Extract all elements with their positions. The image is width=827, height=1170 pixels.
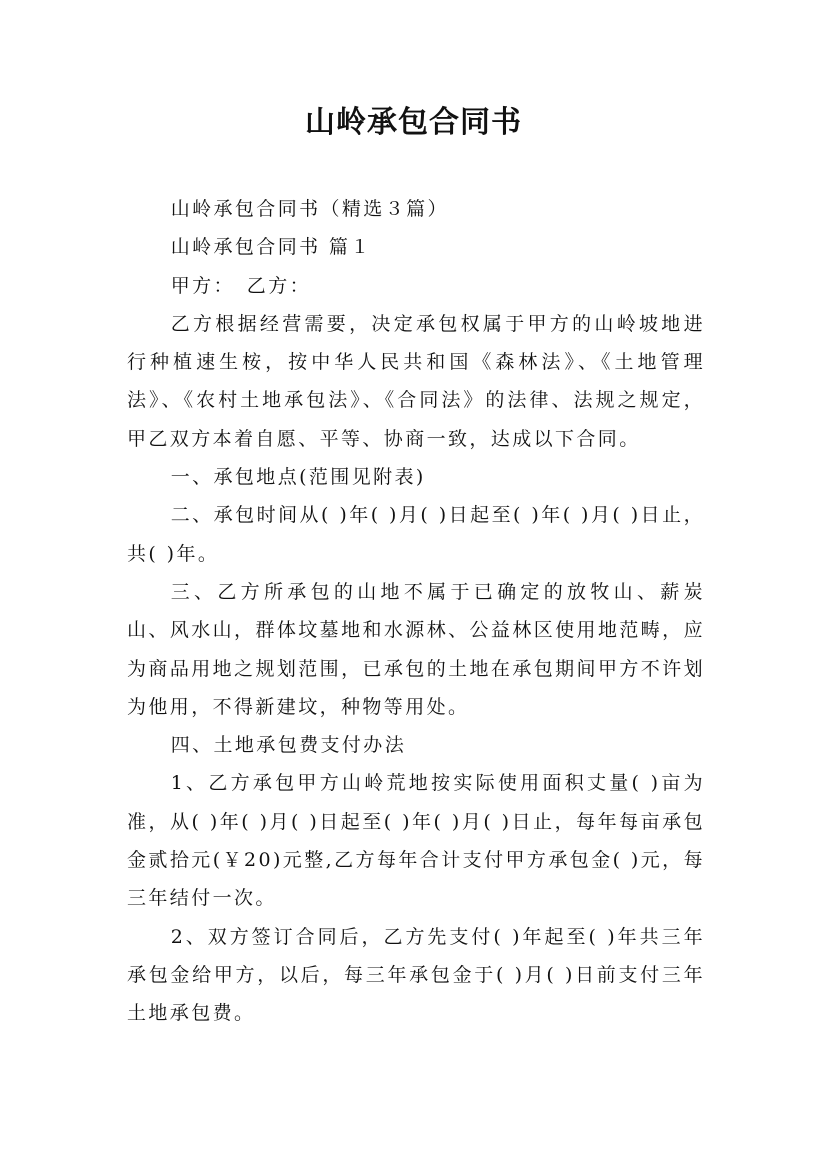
- paragraph-parties: 甲方： 乙方：: [170, 274, 311, 297]
- paragraph-preamble: 乙方根据经营需要，决定承包权属于甲方的山岭坡地进行种植速生桉，按中华人民共和国《森林法》、《土地管理法》、《农村土地承包法》、《合同法》的法律、法规之规定，甲乙双方本着自愿、平等、协商一致，达成以下合同。: [127, 312, 705, 450]
- paragraph-clause-3: 三、乙方所承包的山地不属于已确定的放牧山、薪炭山、风水山，群体坟墓地和水源林、公益林区使用地范畴，应为商品用地之规划范围，已承包的土地在承包期间甲方不许划为他用，不得新建坟，种物等用处。: [127, 580, 705, 718]
- paragraph-subtitle: 山岭承包合同书（精选３篇）: [170, 198, 449, 220]
- document-title: 山岭承包合同书: [305, 105, 522, 140]
- paragraph-clause-4-2: 2、双方签订合同后，乙方先支付( )年起至( )年共三年承包金给甲方，以后，每三年承包金于( )月( )日前支付三年土地承包费。: [127, 925, 705, 1025]
- paragraph-clause-4-1: 1、乙方承包甲方山岭荒地按实际使用面积丈量( )亩为准，从( )年( )月( )日起至( )年( )月( )日止，每年每亩承包金贰拾元(￥20)元整,乙方每年合计支付甲方承包金( )元，每三年结付一次。: [127, 772, 705, 910]
- paragraph-clause-1: 一、承包地点(范围见附表): [170, 466, 426, 489]
- paragraph-section-heading: 山岭承包合同书 篇１: [170, 236, 372, 259]
- paragraph-clause-4: 四、土地承包费支付办法: [170, 734, 407, 757]
- paragraph-clause-2: 二、承包时间从( )年( )月( )日起至( )年( )月( )日止，共( )年。: [127, 504, 705, 565]
- document-body: [127, 190, 705, 1033]
